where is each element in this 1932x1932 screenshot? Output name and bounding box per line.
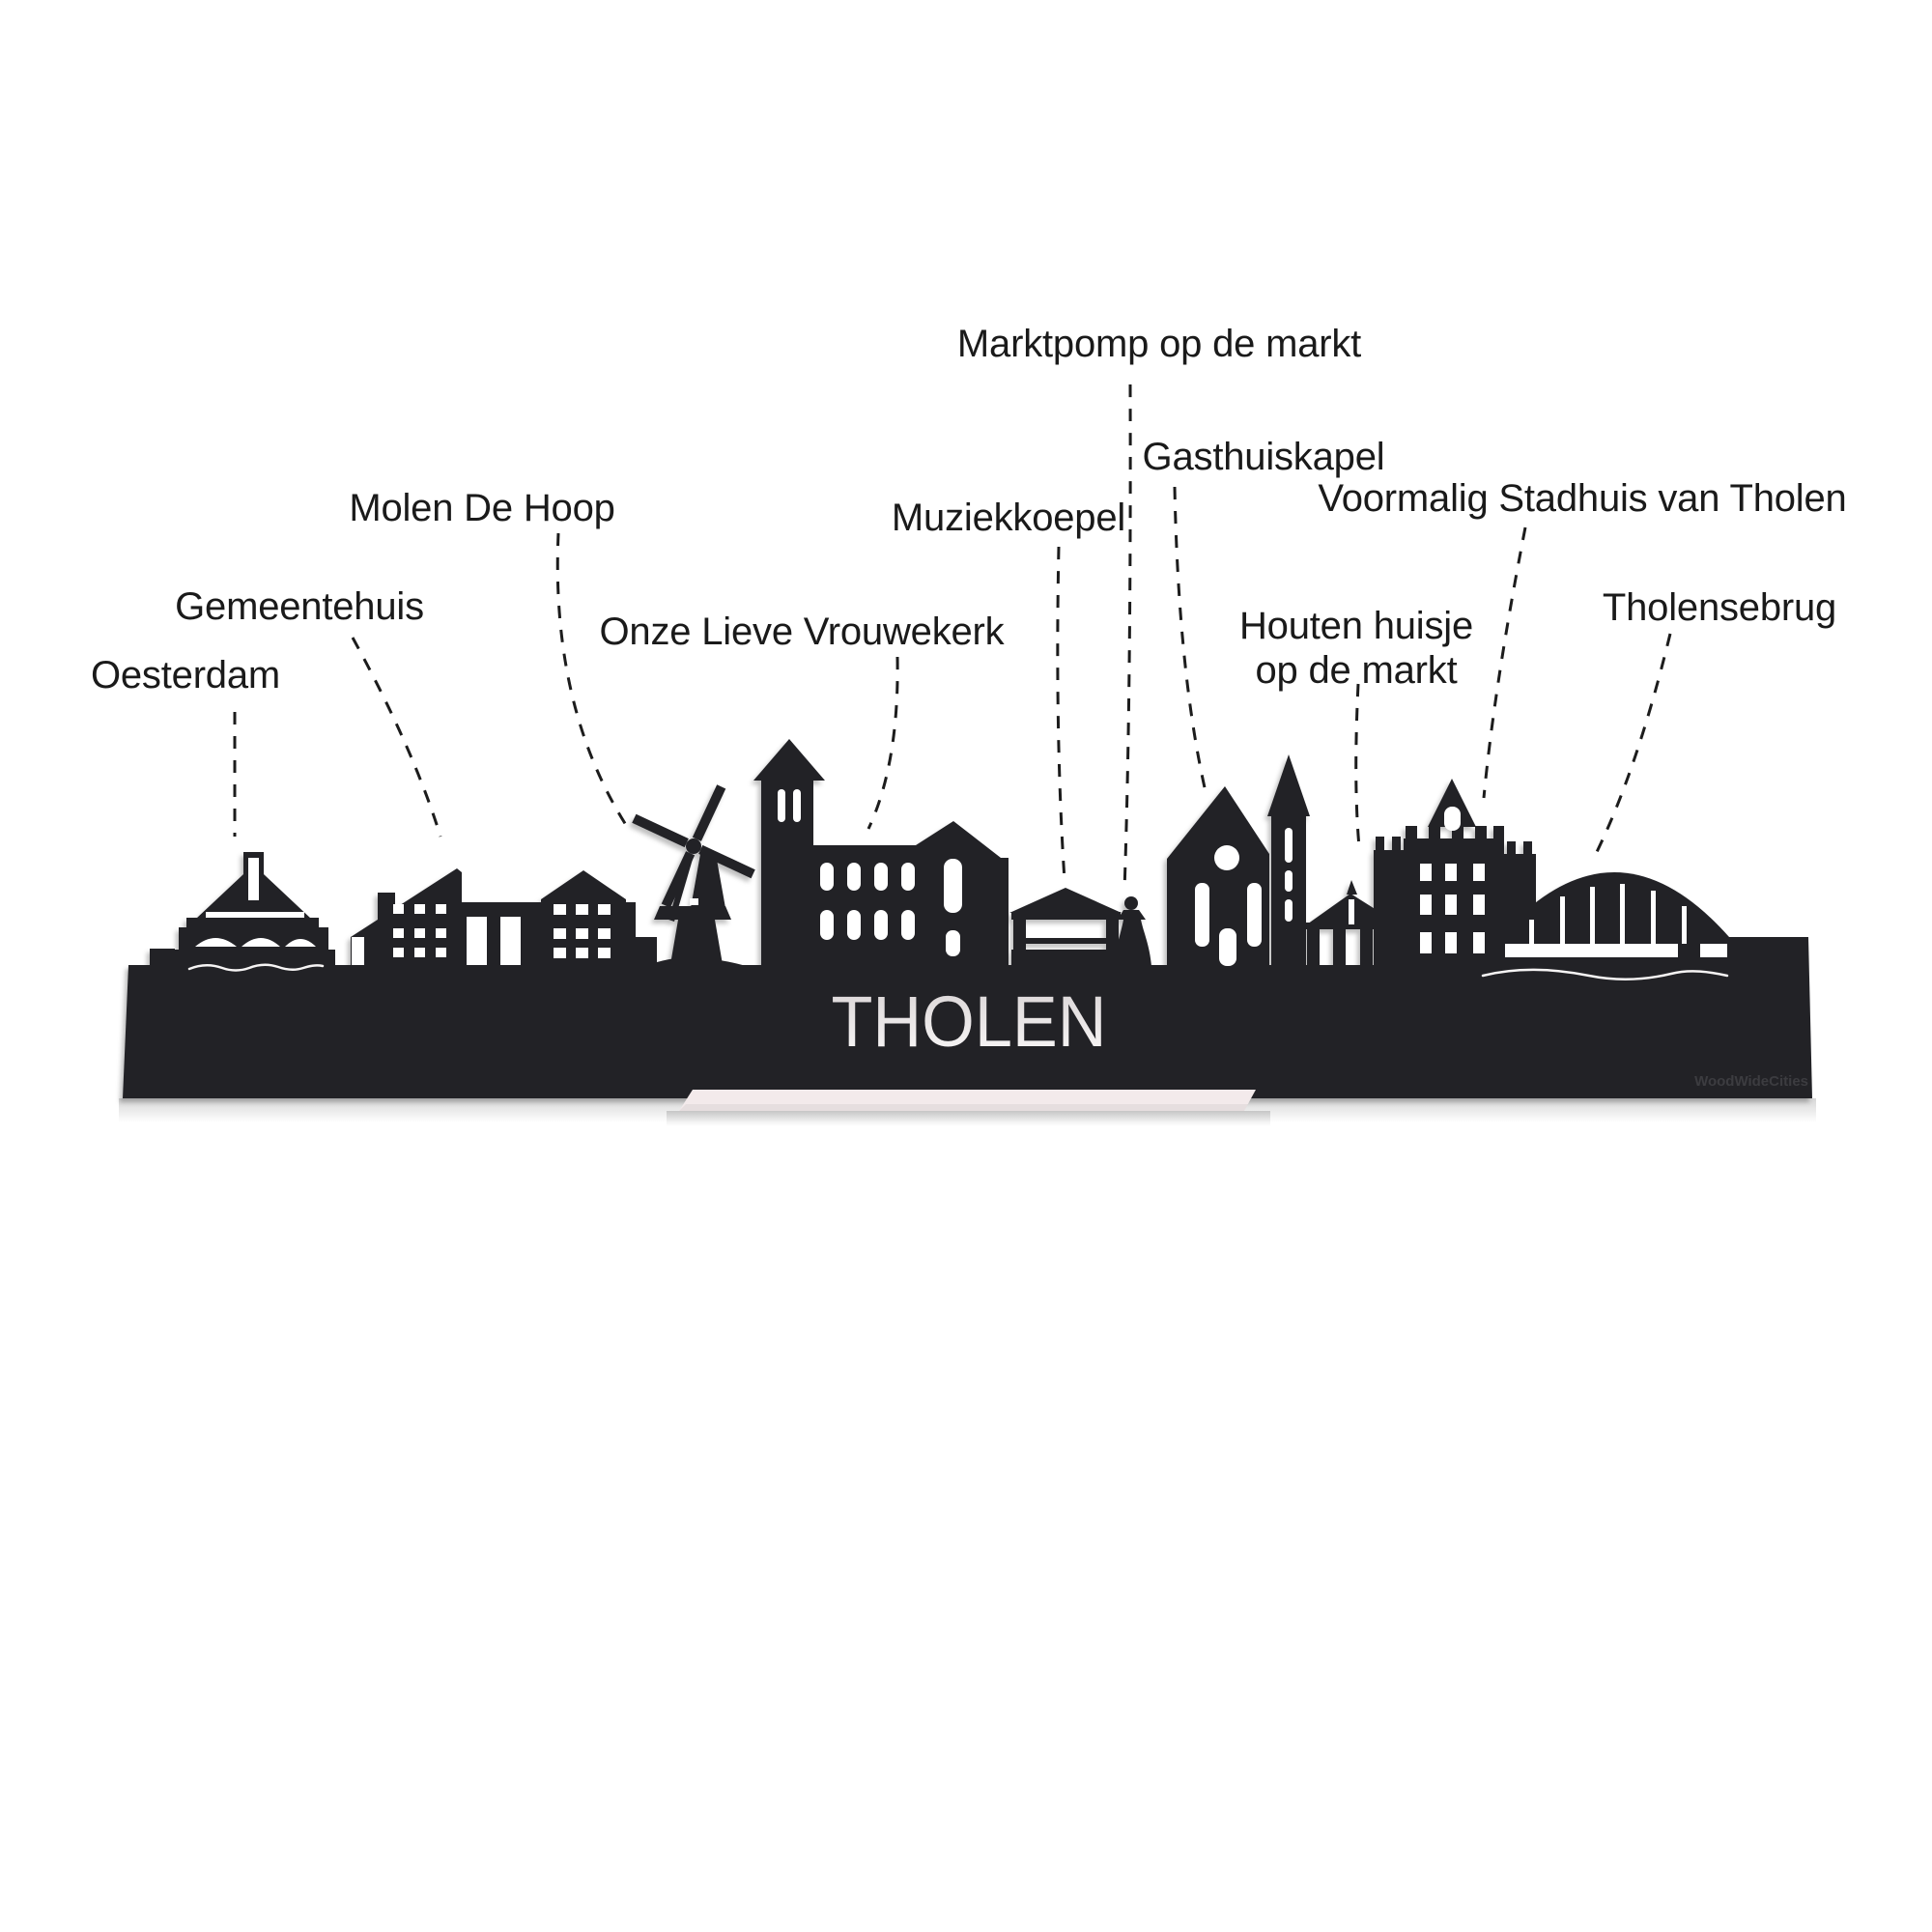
muziekkoepel-silhouette <box>1009 888 1122 966</box>
leader-onze-lieve-vrouwekerk <box>868 657 897 829</box>
label-onze-lieve-vrouwekerk: Onze Lieve Vrouwekerk <box>599 611 1005 653</box>
leader-gemeentehuis <box>353 638 440 837</box>
label-houten-huisje-line2: op de markt <box>1255 649 1458 693</box>
oesterdam-silhouette <box>150 852 335 966</box>
label-gasthuiskapel: Gasthuiskapel <box>1142 436 1385 478</box>
leader-molen-de-hoop <box>557 533 626 825</box>
label-marktpomp: Marktpomp op de markt <box>956 323 1362 365</box>
label-oesterdam: Oesterdam <box>90 654 281 696</box>
leader-voormalig-stadhuis <box>1484 527 1525 798</box>
stand-edge <box>679 1104 1248 1111</box>
leader-gasthuiskapel <box>1175 487 1207 796</box>
label-muziekkoepel: Muziekkoepel <box>891 497 1126 539</box>
city-title-cutout: THOLEN <box>831 981 1107 1062</box>
label-gemeentehuis: Gemeentehuis <box>175 585 424 628</box>
stand-shadow <box>667 1111 1270 1126</box>
leader-marktpomp <box>1124 384 1130 891</box>
leader-tholensebrug <box>1594 634 1670 858</box>
label-tholensebrug: Tholensebrug <box>1602 586 1837 629</box>
watermark-text: WoodWideCities <box>1694 1073 1808 1090</box>
leader-houten-huisje <box>1356 684 1359 847</box>
label-houten-huisje <box>1239 604 1473 694</box>
leader-muziekkoepel <box>1058 547 1065 880</box>
label-houten-huisje-line1: Houten huisje <box>1238 605 1474 647</box>
label-voormalig-stadhuis: Voormalig Stadhuis van Tholen <box>1318 477 1847 520</box>
label-molen-de-hoop: Molen De Hoop <box>349 487 615 529</box>
